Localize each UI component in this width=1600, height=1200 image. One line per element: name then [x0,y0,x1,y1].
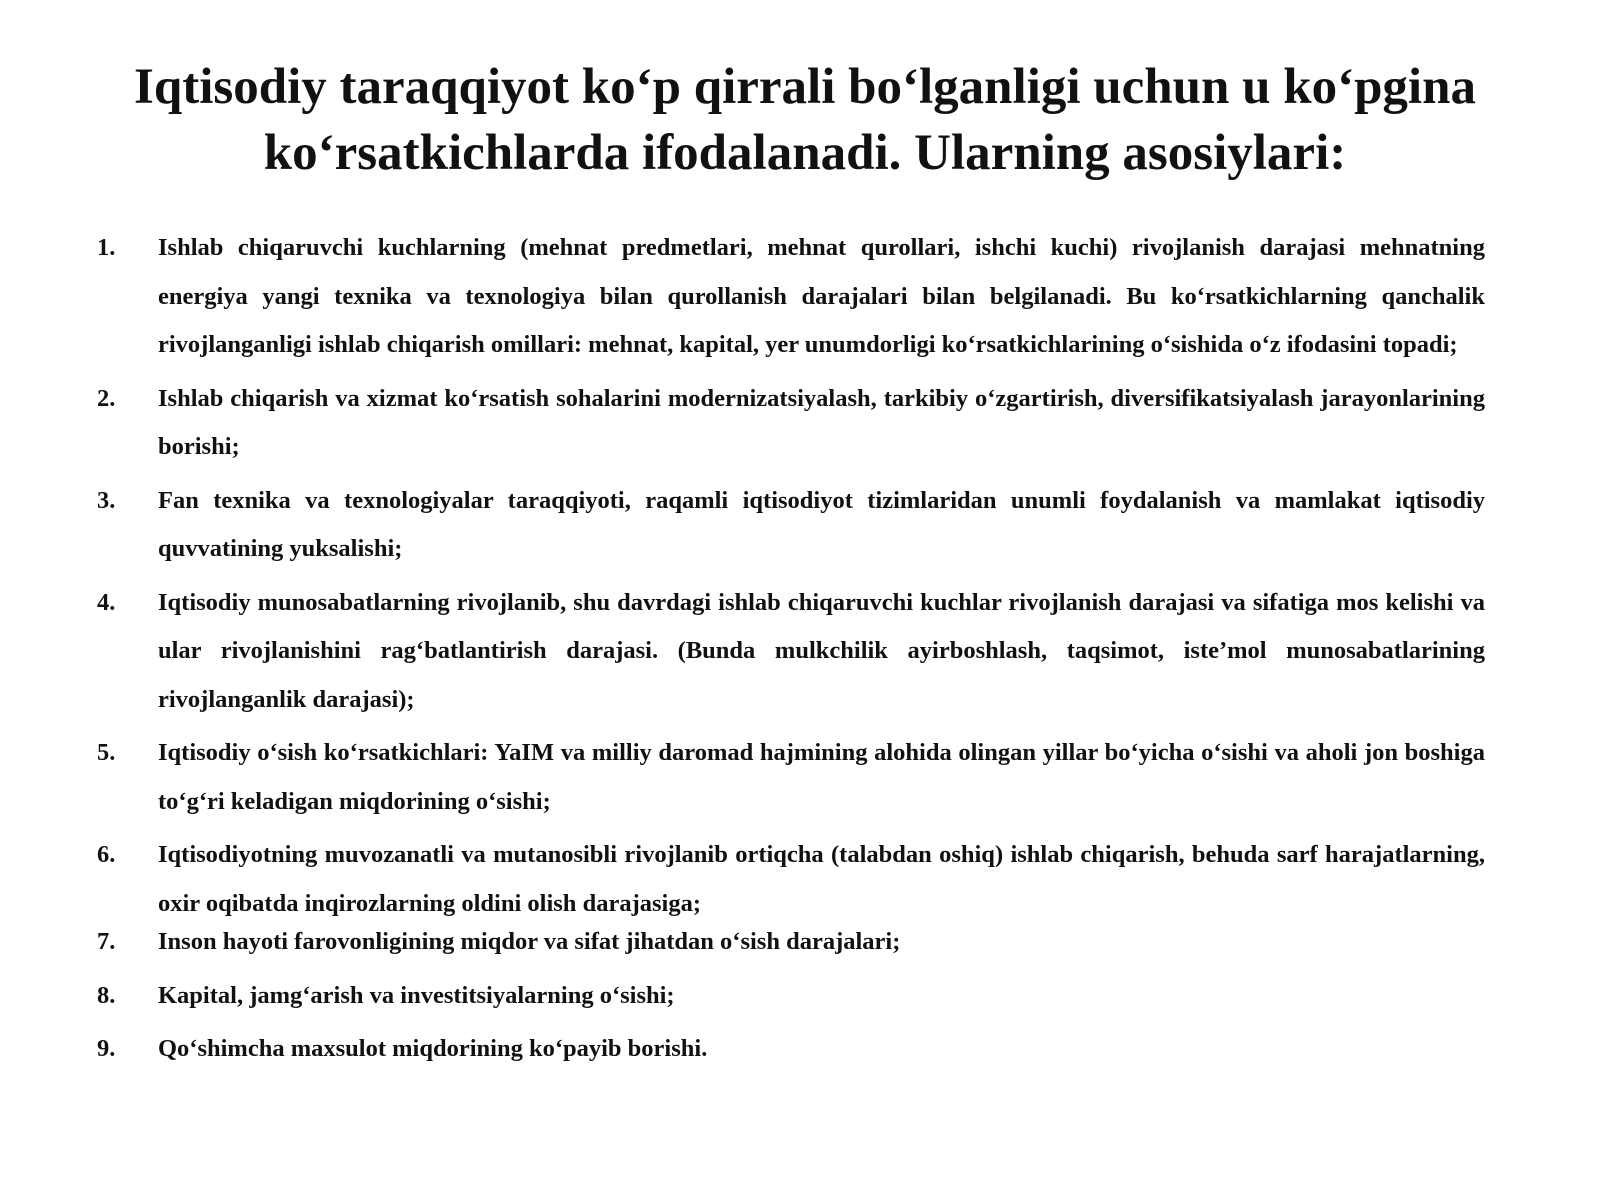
list-item-text: Iqtisodiy o‘sish ko‘rsatkichlari: YaIM va milliy daromad hajmining alohida olingan yillar bo‘yicha o‘sishi va aholi jon boshiga to‘g‘ri keladigan miqdorining o‘sishi; [158,739,1485,815]
list-item-number: 7. [97,928,116,955]
list-item-text: Ishlab chiqarish va xizmat ko‘rsatish sohalarini modernizatsiyalash, tarkibiy o‘zgartirish, diversifikatsiyalash jarayonlarining borishi; [158,384,1485,460]
list-item-text: Kapital, jamg‘arish va investitsiyalarning o‘sishi; [158,981,675,1009]
list-item-text: Qo‘shimcha maxsulot miqdorining ko‘payib borishi. [158,1035,708,1062]
slide-title [60,54,1550,186]
slide-title-line-2: ko‘rsatkichlarda ifodalanadi. Ularning asosiylari: [263,125,1347,181]
list-item-number: 9. [97,1035,116,1062]
list-item-number: 8. [97,981,116,1009]
list-item-number: 3. [97,486,116,514]
list-item [97,579,1485,725]
indicator-list [97,224,1485,1079]
list-item-text: Ishlab chiqaruvchi kuchlarning (mehnat predmetlari, mehnat qurollari, ishchi kuchi) rivojlanish darajasi mehnatning energiya yangi texnika va texnologiya bilan qurollanish darajalari bilan belgilanadi. Bu ko‘rsatkichlarning qanchalik rivojlanganligi ishlab chiqarish omillari: mehnat, kapital, yer unumdorligi ko‘rsatkichlarining o‘sishida o‘z ifodasini topadi; [158,234,1485,358]
list-item [97,831,1485,928]
list-item-number: 4. [97,588,116,616]
list-item [97,224,1485,370]
list-item-text: Fan texnika va texnologiyalar taraqqiyoti, raqamli iqtisodiyot tizimlaridan unumli foydalanish va mamlakat iqtisodiy quvvatining yuksalishi; [158,486,1485,562]
list-item [97,477,1485,574]
list-item [97,375,1485,472]
list-item [97,972,1485,1021]
list-item-number: 6. [97,841,116,868]
list-item-number: 1. [97,234,116,261]
list-item [97,729,1485,826]
list-item-number: 5. [97,739,116,766]
list-item [97,918,1485,967]
slide-title-line-1: Iqtisodiy taraqqiyot ko‘p qirrali bo‘lganligi uchun u ko‘pgina [134,59,1476,115]
list-item-text: Inson hayoti farovonligining miqdor va sifat jihatdan o‘sish darajalari; [158,928,901,955]
list-item-number: 2. [97,384,116,412]
list-item [97,1025,1485,1074]
list-item-text: Iqtisodiy munosabatlarning rivojlanib, shu davrdagi ishlab chiqaruvchi kuchlar rivojlanish darajasi va sifatiga mos kelishi va ular rivojlanishini rag‘batlantirish darajasi. (Bunda mulkchilik ayirboshlash, taqsimot, iste’mol munosabatlarining rivojlanganlik darajasi); [158,588,1485,713]
list-item-text: Iqtisodiyotning muvozanatli va mutanosibli rivojlanib ortiqcha (talabdan oshiq) ishlab chiqarish, behuda sarf harajatlarning, oxir oqibatda inqirozlarning oldini olish darajasiga; [158,841,1485,917]
